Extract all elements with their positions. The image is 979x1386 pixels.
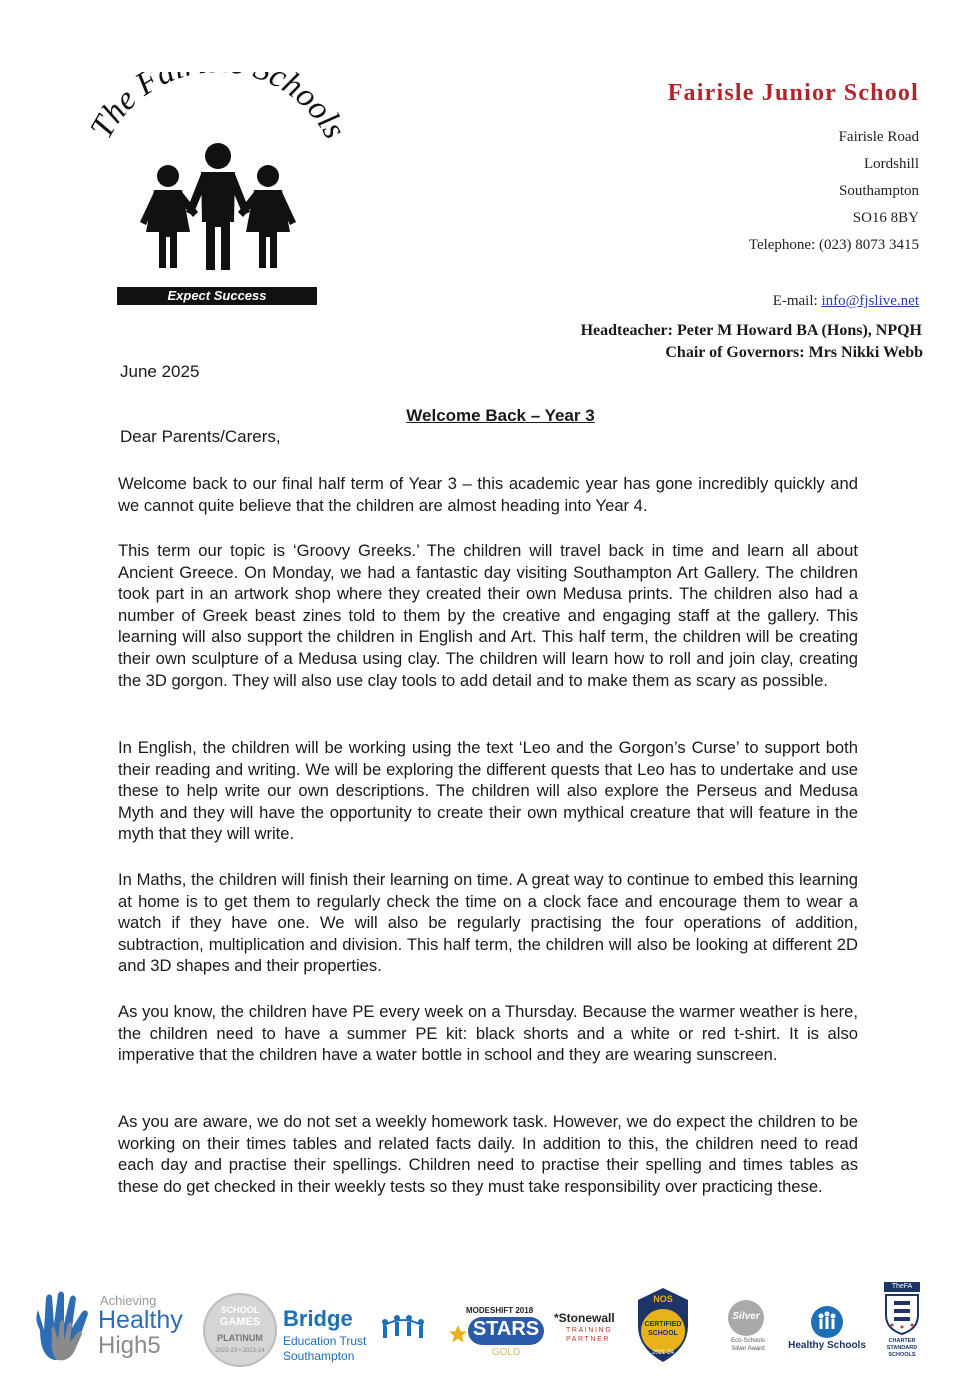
logo-banner: Expect Success — [117, 287, 317, 305]
stonewall-partner: PARTNER — [566, 1336, 611, 1343]
child-figure-left-icon — [140, 165, 198, 268]
letter-title-text: Welcome Back – Year 3 — [406, 406, 595, 425]
logo-arc-text: The Fa chools — [83, 72, 353, 145]
eco-schools-badge — [718, 1300, 778, 1360]
child-figure-right-icon — [238, 165, 296, 268]
stonewall-badge — [554, 1311, 624, 1351]
games-platinum: PLATINUM — [217, 1333, 263, 1343]
headteacher: Headteacher: Peter M Howard BA (Hons), NPQH — [580, 322, 922, 339]
healthy-schools-badge — [786, 1306, 868, 1356]
nos-top: NOS — [653, 1294, 673, 1304]
healthy-schools-label: Healthy Schools — [788, 1340, 866, 1351]
fa-schools: SCHOOLS — [888, 1352, 916, 1358]
stars-year: 2018 — [515, 1306, 534, 1315]
chair-of-governors: Chair of Governors: Mrs Nikki Webb — [665, 344, 923, 361]
nos-years: 2021-24 — [651, 1350, 675, 1356]
eco-silver: Silver — [732, 1311, 760, 1322]
bridge-name: Bridge — [283, 1306, 353, 1331]
fa-standard: STANDARD — [886, 1345, 918, 1351]
school-logo — [78, 72, 358, 307]
telephone: Telephone: (023) 8073 3415 — [748, 237, 919, 253]
nos-school: SCHOOL — [648, 1330, 678, 1337]
stonewall-name: Stonewall — [558, 1311, 615, 1325]
fa-top: TheFA — [891, 1283, 913, 1290]
address-line-3: Southampton — [838, 183, 919, 199]
stonewall-training: TRAINING — [566, 1327, 613, 1334]
paragraph-pe: As you know, the children have PE every week on a Thursday. Because the warmer weather is here, the children need to have a summer PE kit: black shorts and a white or red t-shirt. It is also imperative that the children have a water bottle in school and they are wearing sunscreen. — [118, 1002, 858, 1065]
games-years: 2022-23 • 2023-24 — [215, 1348, 265, 1354]
modeshift-stars-badge — [448, 1306, 548, 1361]
address-line-2: Lordshill — [864, 156, 919, 172]
letter-title — [0, 406, 979, 426]
hand-icon — [30, 1290, 100, 1365]
star-icon — [448, 1324, 468, 1344]
stars-modeshift: MODESHIFT — [466, 1306, 514, 1315]
bridge-education-trust: Education Trust — [283, 1334, 367, 1348]
healthy-achieving: Achieving — [100, 1293, 157, 1308]
nos-certified: CERTIFIED — [644, 1321, 682, 1328]
paragraph-intro: Welcome back to our final half term of Year 3 – this academic year has gone incredibly quickly and we cannot quite believe that the children are almost heading into Year 4. — [118, 474, 858, 515]
paragraph-maths: In Maths, the children will finish their learning on time. A great way to continue to embed this learning at home is to get them to regularly check the time on a clock face and encourage them to wear a watch if they have one. We will also be regularly practising the four operations of addition, subtraction, multiplication and division. This half term, the children will also be looking at different 2D and 3D shapes and their properties. — [118, 870, 858, 976]
healthy-high5-badge — [30, 1290, 200, 1365]
stars-gold: GOLD — [491, 1347, 521, 1358]
paragraph-english: In English, the children will be working using the text ‘Leo and the Gorgon’s Curse’ to support both their reading and writing. We will be exploring the different quests that Leo has to undertake and use these to help write our own descriptions. The children will also explore the Perseus and Medusa Myth and they will have the opportunity to create their own mythical creature that will feature in the myth that they will write. — [118, 738, 858, 844]
games-school: SCHOOL — [220, 1305, 260, 1315]
games-games: GAMES — [219, 1316, 261, 1328]
bridge-trust-badge — [283, 1306, 443, 1366]
healthy-schools-icon — [810, 1306, 844, 1338]
paragraph-topic: This term our topic is ‘Groovy Greeks.’ The children will travel back in time and learn all about Ancient Greece. On Monday, we had a fantastic day visiting Southampton Art Gallery. The children took part in an artwork shop where they created their own Medusa prints. The children also had a number of Greek beast zines told to them by the creative and engaging staff at the gallery. This learning will also support the children in English and Art. This half term, the children will be creating their own sculpture of a Medusa using clay. The children will learn how to roll and join clay, creating the 3D gorgon. They will also use clay tools to add detail and to make them as scary as possible. — [118, 541, 858, 690]
bridge-southampton: Southampton — [283, 1349, 355, 1363]
school-games-badge — [203, 1293, 277, 1367]
email-line — [773, 293, 919, 310]
letter-date: June 2025 — [120, 362, 200, 381]
fa-charter-badge — [880, 1282, 924, 1364]
people-arch-icon — [379, 1312, 429, 1342]
adult-figure-icon — [186, 143, 250, 270]
stonewall-name-row: *Stonewall — [554, 1311, 615, 1325]
paragraph-homework: As you are aware, we do not set a weekly homework task. However, we do expect the children to be working on their times tables and related facts daily. In addition to this, the children need to read each day and practise their spellings. Children need to practise their spelling and times tables as these do get checked in their weekly tests so they must take responsibility over practicing these. — [118, 1112, 858, 1196]
address-postcode: SO16 8BY — [852, 210, 919, 226]
nos-certified-badge — [628, 1286, 698, 1366]
school-name: Fairisle Junior School — [667, 80, 919, 106]
email-link[interactable]: info@fjslive.net — [821, 293, 919, 309]
high5-label: High5 — [98, 1332, 161, 1359]
salutation: Dear Parents/Carers, — [120, 427, 281, 446]
svg-text:The Fairisle Schools — [84, 72, 353, 145]
address-line-1: Fairisle Road — [838, 129, 919, 145]
three-lions-crest-icon — [884, 1293, 920, 1335]
eco-award-label: Silver Award — [731, 1346, 765, 1352]
stars-top — [466, 1306, 533, 1315]
fa-charter: CHARTER — [888, 1338, 916, 1344]
email-label: E-mail: — [772, 293, 822, 309]
healthy-label: Healthy — [98, 1306, 183, 1334]
stars-label: STARS — [472, 1318, 540, 1340]
eco-schools-label: Eco-Schools — [731, 1338, 765, 1344]
